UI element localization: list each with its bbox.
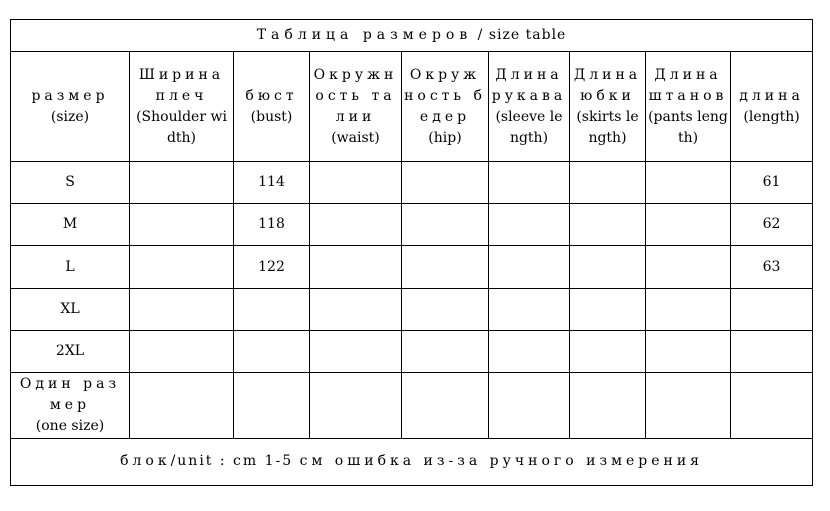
table-title-en: size table xyxy=(488,27,567,44)
table-cell xyxy=(130,161,234,203)
table-cell xyxy=(489,204,570,246)
table-cell xyxy=(130,330,234,372)
footer-unit-ru: блок xyxy=(120,453,171,470)
table-cell xyxy=(570,373,646,438)
column-header xyxy=(310,52,402,162)
table-row xyxy=(11,288,813,330)
column-header-ru: бюст xyxy=(245,87,298,104)
column-header-en: (size) xyxy=(50,108,90,125)
table-cell xyxy=(130,246,234,288)
table-cell xyxy=(402,288,489,330)
column-header-ru: длина xyxy=(739,87,804,104)
footer-unit-en: /unit : cm xyxy=(170,453,259,470)
table-cell xyxy=(489,330,570,372)
table-cell xyxy=(489,288,570,330)
table-cell xyxy=(731,330,813,372)
table-cell xyxy=(310,161,402,203)
table-cell: 118 xyxy=(234,204,310,246)
table-cell xyxy=(489,373,570,438)
one-size-label-ru: Один размер xyxy=(19,375,121,413)
one-size-label xyxy=(11,373,130,438)
column-header-en: (sleeve length) xyxy=(495,108,563,146)
table-cell xyxy=(646,161,731,203)
table-cell: 61 xyxy=(731,161,813,203)
column-header xyxy=(130,52,234,162)
table-title-separator: / xyxy=(472,27,489,44)
table-cell xyxy=(731,373,813,438)
column-header-ru: Ширина плеч xyxy=(138,66,225,104)
column-header xyxy=(731,52,813,162)
table-title-ru: Таблица размеров xyxy=(256,27,473,44)
column-header-ru: размер xyxy=(31,87,109,104)
table-cell xyxy=(489,246,570,288)
column-header xyxy=(402,52,489,162)
table-cell: 62 xyxy=(731,204,813,246)
table-cell xyxy=(646,373,731,438)
table-cell xyxy=(570,161,646,203)
table-cell xyxy=(310,373,402,438)
table-cell xyxy=(234,373,310,438)
one-size-row xyxy=(11,373,813,438)
table-cell xyxy=(310,288,402,330)
table-cell xyxy=(646,246,731,288)
size-label: XL xyxy=(11,288,130,330)
column-header-en: (hip) xyxy=(428,129,462,146)
table-cell xyxy=(130,204,234,246)
table-row xyxy=(11,204,813,246)
size-label: S xyxy=(11,161,130,203)
column-header-en: (bust) xyxy=(250,108,293,125)
column-header xyxy=(646,52,731,162)
table-cell xyxy=(570,288,646,330)
table-cell xyxy=(646,330,731,372)
table-cell xyxy=(402,204,489,246)
one-size-label-en: (one size) xyxy=(35,417,105,434)
column-header-ru: Окружность бедер xyxy=(404,66,486,125)
column-header-ru: Длина рукава xyxy=(491,66,567,104)
column-header-ru: Окружность талии xyxy=(313,66,398,125)
column-header xyxy=(11,52,130,162)
column-header-en: (length) xyxy=(743,108,800,125)
table-title xyxy=(11,20,813,52)
size-label: 2XL xyxy=(11,330,130,372)
table-cell xyxy=(402,161,489,203)
table-cell xyxy=(130,373,234,438)
table-row xyxy=(11,246,813,288)
table-cell xyxy=(310,204,402,246)
size-label: M xyxy=(11,204,130,246)
table-cell xyxy=(646,288,731,330)
table-cell xyxy=(234,330,310,372)
column-header-en: (pants length) xyxy=(648,108,728,146)
table-row xyxy=(11,161,813,203)
table-row xyxy=(11,330,813,372)
column-header-ru: Длина штанов xyxy=(648,66,728,104)
column-header-en: (waist) xyxy=(331,129,380,146)
table-cell xyxy=(646,204,731,246)
table-cell xyxy=(130,288,234,330)
table-cell xyxy=(731,288,813,330)
table-cell xyxy=(402,246,489,288)
table-cell xyxy=(234,288,310,330)
table-cell xyxy=(310,330,402,372)
column-header-ru: Длина юбки xyxy=(573,66,642,104)
table-cell: 114 xyxy=(234,161,310,203)
table-cell: 122 xyxy=(234,246,310,288)
size-table xyxy=(10,19,813,486)
footer-row xyxy=(11,438,813,485)
table-cell xyxy=(570,246,646,288)
size-label: L xyxy=(11,246,130,288)
footer-range: 1-5 xyxy=(258,453,300,470)
title-row xyxy=(11,20,813,52)
header-row xyxy=(11,52,813,162)
column-header xyxy=(234,52,310,162)
table-cell xyxy=(402,373,489,438)
footer-note-ru: см ошибка из-за ручного измерения xyxy=(299,453,703,470)
table-cell xyxy=(570,204,646,246)
table-cell xyxy=(402,330,489,372)
column-header xyxy=(489,52,570,162)
table-cell: 63 xyxy=(731,246,813,288)
table-cell xyxy=(310,246,402,288)
column-header xyxy=(570,52,646,162)
table-cell xyxy=(489,161,570,203)
column-header-en: (skirts length) xyxy=(576,108,639,146)
table-cell xyxy=(570,330,646,372)
column-header-en: (Shoulder width) xyxy=(136,108,227,146)
footer-note xyxy=(11,438,813,485)
